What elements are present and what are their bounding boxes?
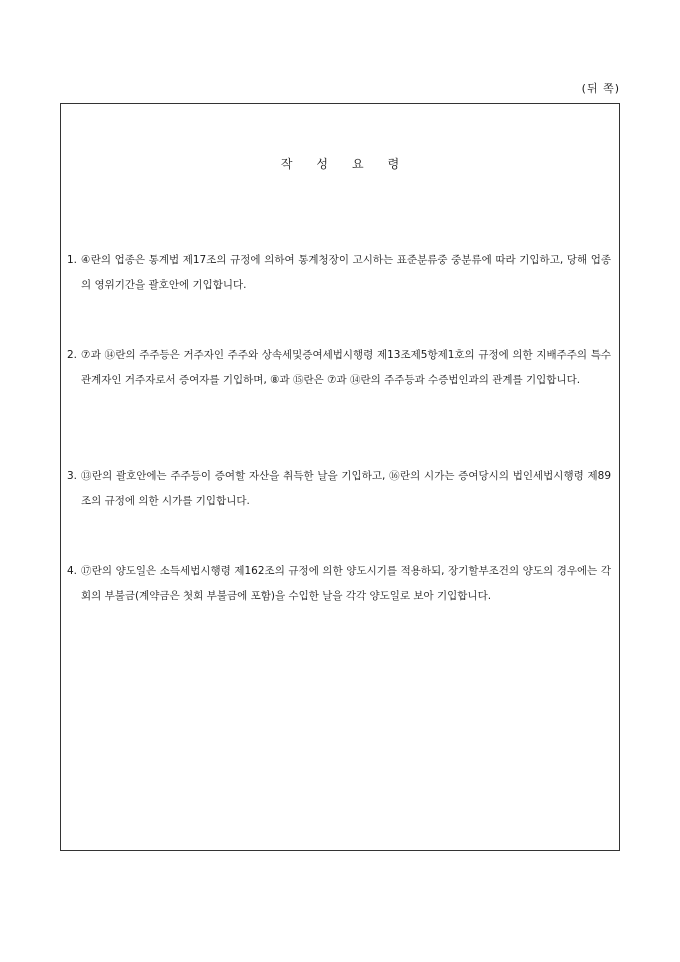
instruction-number: 1. xyxy=(67,254,78,266)
instruction-item-1 xyxy=(67,248,611,298)
instruction-item-3 xyxy=(67,464,611,514)
instruction-item-4 xyxy=(67,559,611,609)
instruction-number: 4. xyxy=(67,565,78,577)
instruction-text: ⑰란의 양도일은 소득세법시행령 제162조의 규정에 의한 양도시기를 적용하되, 장기할부조건의 양도의 경우에는 각회의 부불금(계약금은 첫회 부불금에 포함)을 수입한 날을 각각 양도일로 보아 기입합니다. xyxy=(81,565,611,602)
instruction-number: 3. xyxy=(67,470,78,482)
instruction-item-2 xyxy=(67,343,611,393)
instruction-text: ④란의 업종은 통계법 제17조의 규정에 의하여 통계청장이 고시하는 표준분류중 중분류에 따라 기입하고, 당해 업종의 영위기간을 괄호안에 기입합니다. xyxy=(81,254,611,291)
instruction-text: ⑦과 ⑭란의 주주등은 거주자인 주주와 상속세및증여세법시행령 제13조제5항제1호의 규정에 의한 지배주주의 특수관계자인 거주자로서 증여자를 기입하며, ⑧과 ⑮란은 ⑦과 ⑭란의 주주등과 수증법인과의 관계를 기입합니다. xyxy=(81,349,611,386)
instructions-frame xyxy=(60,103,620,851)
page-side-label: (뒤 쪽) xyxy=(581,82,620,95)
document-title: 작성요령 xyxy=(280,157,424,171)
instruction-text: ⑬란의 괄호안에는 주주등이 증여할 자산을 취득한 날을 기입하고, ⑯란의 시가는 증여당시의 법인세법시행령 제89조의 규정에 의한 시가를 기입합니다. xyxy=(81,470,611,507)
instruction-number: 2. xyxy=(67,349,78,361)
